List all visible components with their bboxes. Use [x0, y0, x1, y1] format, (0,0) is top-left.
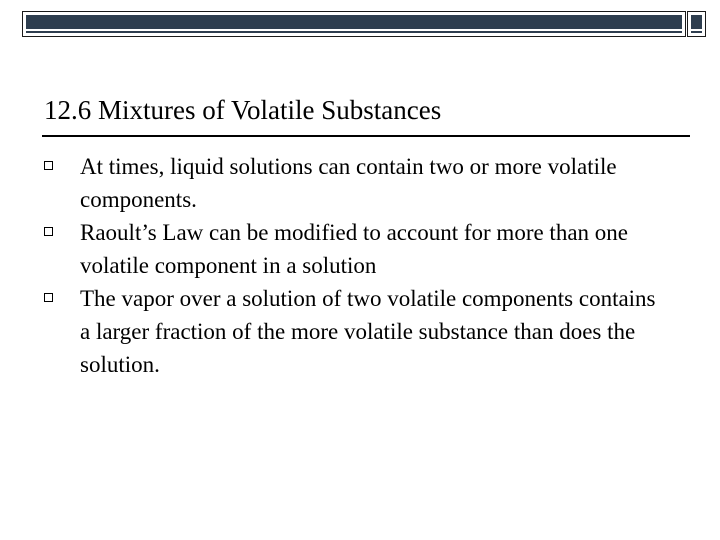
header-square-fill — [691, 15, 702, 29]
bullet-text: Raoult’s Law can be modified to account for more than one volatile component in a solution — [80, 220, 628, 278]
header-decorative-square — [687, 11, 706, 37]
bullet-item — [44, 282, 684, 381]
header-square-underline — [691, 31, 702, 33]
hollow-square-bullet-icon — [44, 293, 53, 302]
bullet-item — [44, 216, 684, 282]
bullet-list — [44, 150, 684, 381]
hollow-square-bullet-icon — [44, 227, 53, 236]
hollow-square-bullet-icon — [44, 161, 53, 170]
header-bar-fill — [26, 15, 682, 29]
bullet-text: At times, liquid solutions can contain two or more volatile components. — [80, 154, 617, 212]
bullet-item — [44, 150, 684, 216]
slide-title: 12.6 Mixtures of Volatile Substances — [44, 95, 442, 125]
header-decorative-bar — [22, 11, 686, 37]
bullet-text: The vapor over a solution of two volatile components contains a larger fraction of the more volatile substance than does the solution. — [80, 286, 656, 377]
title-divider — [42, 135, 690, 137]
header-bar-underline — [26, 31, 682, 33]
